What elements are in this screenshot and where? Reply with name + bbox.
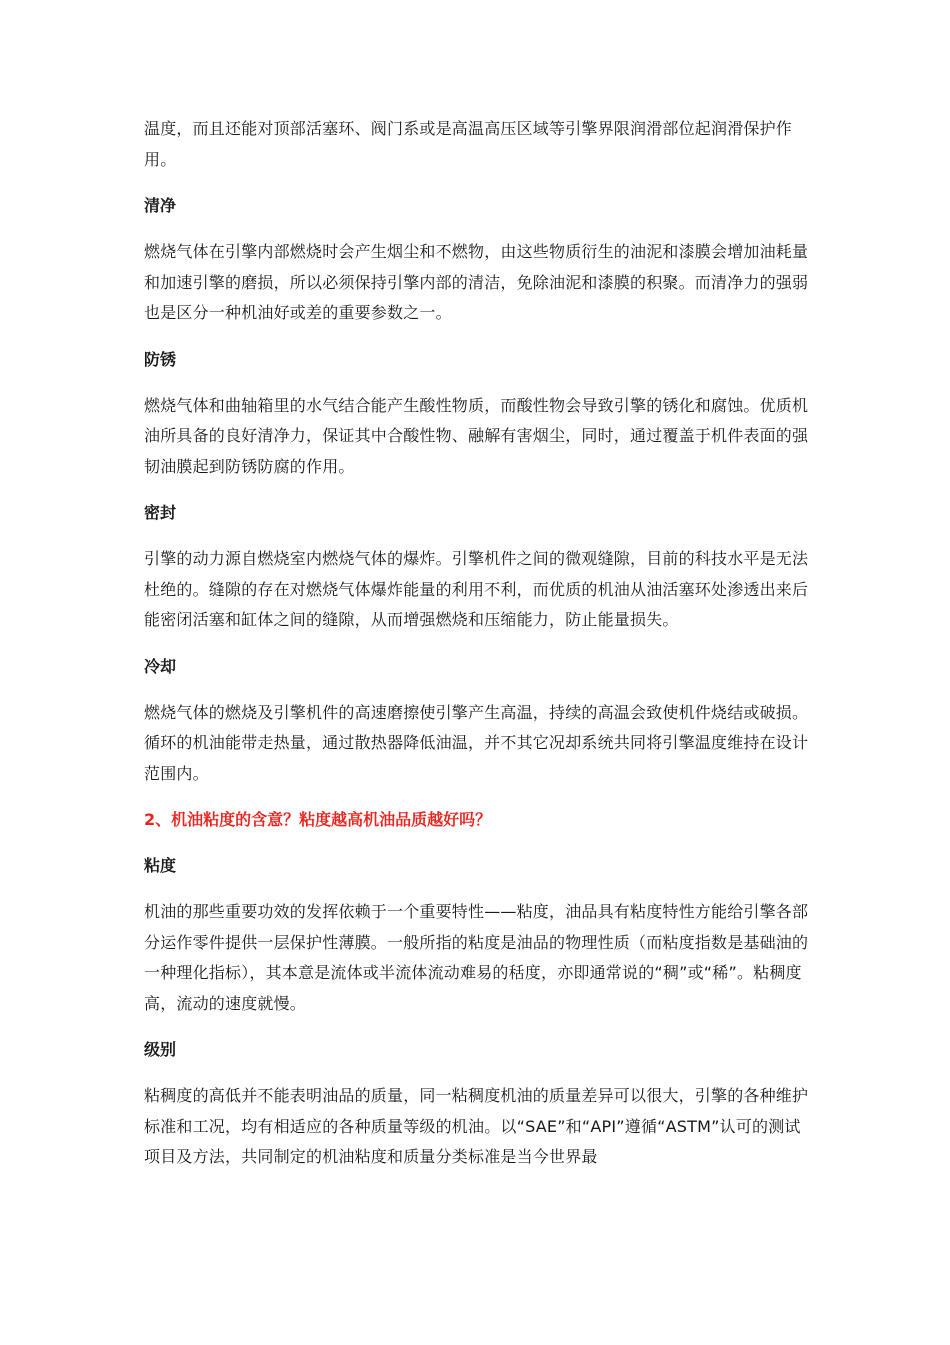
- para-sealing: 引擎的动力源自燃烧室内燃烧气体的爆炸。引擎机件之间的微观缝隙，目前的科技水平是无法杜绝的。缝隙的存在对燃烧气体爆炸能量的利用不利，而优质的机油从油活塞环处渗透出来后能密闭活塞和缸体之间的缝隙，从而增强燃烧和压缩能力，防止能量损失。: [144, 549, 809, 629]
- heading-grade: 级别: [144, 1040, 177, 1059]
- document-page: [144, 114, 812, 1189]
- heading-rust-prevention: 防锈: [144, 349, 177, 369]
- para-viscosity: 机油的那些重要功效的发挥依赖于一个重要特性——粘度，油品具有粘度特性方能给引擎各部分运作零件提供一层保护性薄膜。一般所指的粘度是油品的物理性质（而粘度指数是基础油的一种理化指标），其本意是流体或半流体流动难易的秳度，亦即通常说的“稠”或“稀”。粘稠度高，流动的速度就慢。: [144, 902, 809, 1013]
- para-cleaning: 燃烧气体在引擎内部燃烧时会产生烟尘和不燃物，由这些物质衍生的油泥和漆膜会增加油耗量和加速引擎的磨损，所以必须保持引擎内部的清洁，免除油泥和漆膜的积聚。而清净力的强弱也是区分一种机油好或差的重要参数之一。: [144, 242, 809, 322]
- heading-cooling: 冷却: [144, 656, 177, 676]
- heading-viscosity: 粘度: [144, 856, 177, 875]
- heading-cleaning: 清净: [144, 196, 177, 215]
- section-title-viscosity-question: 2、机油粘度的含意？粘度越高机油品质越好吗？: [144, 810, 492, 829]
- para-lubrication-tail: 温度，而且还能对顶部活塞环、阀门系或是高温高压区域等引擎界限润滑部位起润滑保护作用。: [144, 119, 793, 169]
- para-cooling: 燃烧气体的燃烧及引擎机件的高速磨擦使引擎产生高温，持续的高温会致使机件烧结或破损。循环的机油能带走热量，通过散热器降低油温，并不其它况却系统共同将引擎温度维持在设计范围内。: [144, 702, 809, 783]
- para-rust-prevention: 燃烧气体和曲轴箱里的水气结合能产生酸性物质，而酸性物会导致引擎的锈化和腐蚀。优质机油所具备的良好清净力，保证其中合酸性物、融解有害烟尘，同时，通过覆盖于机件表面的强韧油膜起到防锈防腐的作用。: [144, 395, 809, 476]
- heading-sealing: 密封: [144, 503, 177, 522]
- para-grade: 粘稠度的高低并不能表明油品的质量，同一粘稠度机油的质量差异可以很大，引擎的各种维护标准和工况，均有相适应的各种质量等级的机油。以“SAE”和“API”遵循“ASTM”认可的测试项目及方法，共同制定的机油粘度和质量分类标准是当今世界最: [144, 1086, 809, 1166]
